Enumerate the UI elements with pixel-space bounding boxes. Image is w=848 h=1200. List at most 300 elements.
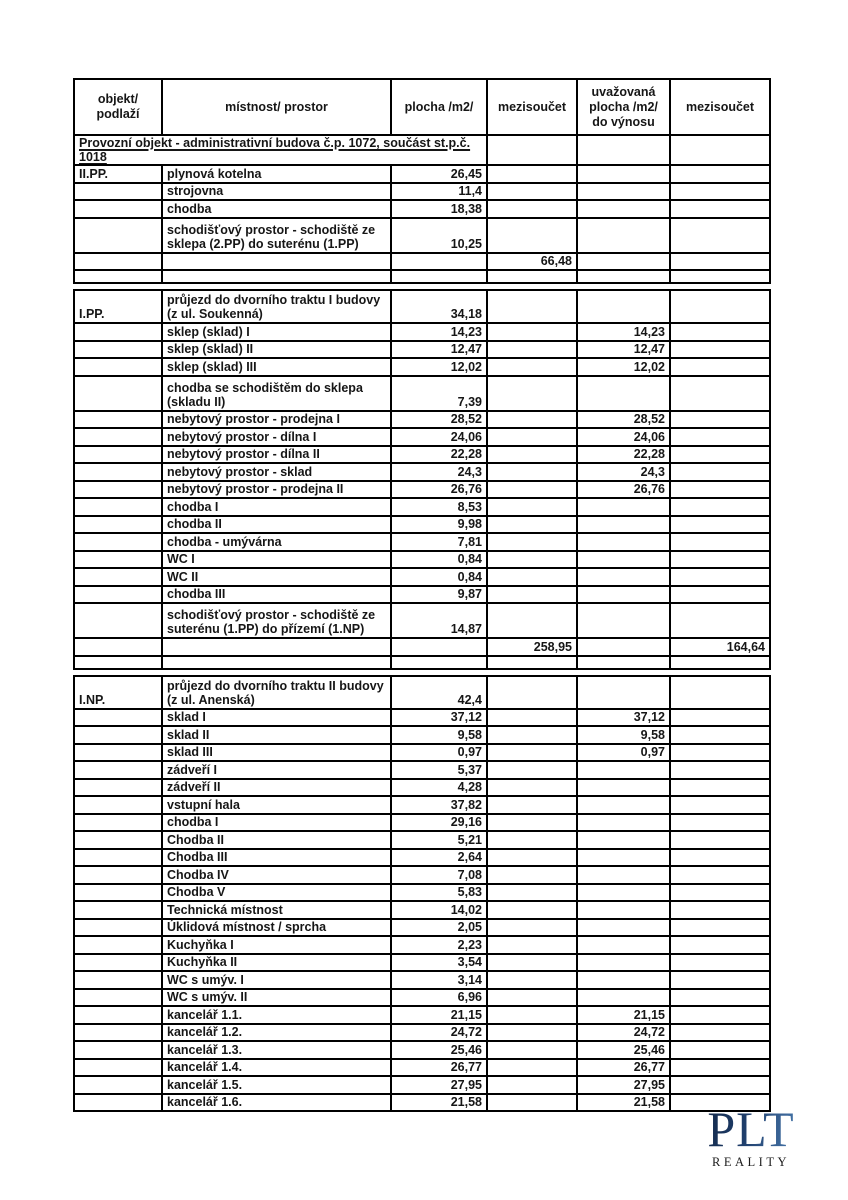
subtotal2-cell <box>671 447 771 465</box>
floor-cell <box>73 184 163 202</box>
floor-cell <box>73 745 163 763</box>
floor-cell <box>73 850 163 868</box>
floor-cell <box>73 587 163 605</box>
floor-cell <box>73 271 163 284</box>
table-row <box>73 657 771 670</box>
room-cell: kancelář 1.1. <box>163 1007 392 1025</box>
floor-cell: I.NP. <box>73 675 163 710</box>
subtotal2-cell <box>671 254 771 272</box>
considered-area-cell: 22,28 <box>578 447 671 465</box>
considered-area-cell <box>578 552 671 570</box>
plt-logo <box>698 1101 804 1170</box>
subtotal-cell <box>488 552 578 570</box>
room-cell: průjezd do dvorního traktu I budovy (z ul. Soukenná) <box>163 289 392 324</box>
area-cell <box>392 271 488 284</box>
considered-area-cell <box>578 219 671 254</box>
considered-area-cell <box>578 990 671 1008</box>
area-cell: 0,84 <box>392 569 488 587</box>
considered-area-cell <box>578 832 671 850</box>
room-cell: kancelář 1.4. <box>163 1060 392 1078</box>
subtotal-cell <box>488 201 578 219</box>
area-cell: 24,72 <box>392 1025 488 1043</box>
floor-cell <box>73 604 163 639</box>
considered-area-cell: 25,46 <box>578 1042 671 1060</box>
area-cell: 7,81 <box>392 534 488 552</box>
floor-cell <box>73 1077 163 1095</box>
area-table <box>73 78 771 1112</box>
area-cell: 29,16 <box>392 815 488 833</box>
area-cell: 25,46 <box>392 1042 488 1060</box>
area-cell: 26,45 <box>392 166 488 184</box>
room-cell: kancelář 1.5. <box>163 1077 392 1095</box>
table-row <box>73 552 771 570</box>
subtotal-cell <box>488 587 578 605</box>
considered-area-cell <box>578 850 671 868</box>
room-cell: sklep (sklad) I <box>163 324 392 342</box>
subtotal2-cell <box>671 166 771 184</box>
room-cell: WC I <box>163 552 392 570</box>
subtotal-cell <box>488 1095 578 1113</box>
room-cell: chodba <box>163 201 392 219</box>
floor-cell <box>73 534 163 552</box>
area-cell: 28,52 <box>392 412 488 430</box>
subtotal-cell <box>488 1077 578 1095</box>
room-cell <box>163 271 392 284</box>
floor-cell <box>73 447 163 465</box>
room-cell: zádveří I <box>163 762 392 780</box>
subtotal-cell <box>488 920 578 938</box>
floor-cell <box>73 342 163 360</box>
table-row <box>73 429 771 447</box>
considered-area-cell: 12,02 <box>578 359 671 377</box>
area-cell <box>392 254 488 272</box>
subtotal2-cell <box>671 727 771 745</box>
area-cell: 14,23 <box>392 324 488 342</box>
considered-area-cell <box>578 254 671 272</box>
room-cell: nebytový prostor - dílna II <box>163 447 392 465</box>
area-cell: 21,58 <box>392 1095 488 1113</box>
table-row <box>73 920 771 938</box>
table-row <box>73 377 771 412</box>
subtotal-cell <box>488 745 578 763</box>
floor-cell <box>73 867 163 885</box>
table-row <box>73 1060 771 1078</box>
subtotal-cell <box>488 359 578 377</box>
subtotal-cell <box>488 727 578 745</box>
considered-area-cell <box>578 657 671 670</box>
room-cell <box>163 639 392 657</box>
area-cell <box>392 657 488 670</box>
room-cell: nebytový prostor - prodejna II <box>163 482 392 500</box>
subtotal-cell <box>488 710 578 728</box>
subtotal2-cell <box>671 271 771 284</box>
floor-cell <box>73 639 163 657</box>
plt-logo-subtext: REALITY <box>712 1155 790 1169</box>
area-cell: 2,23 <box>392 937 488 955</box>
room-cell: WC s umýv. I <box>163 972 392 990</box>
room-cell: Kuchyňka I <box>163 937 392 955</box>
subtotal2-cell <box>671 920 771 938</box>
room-cell: WC II <box>163 569 392 587</box>
area-cell: 22,28 <box>392 447 488 465</box>
floor-cell <box>73 1060 163 1078</box>
table-row <box>73 289 771 324</box>
room-cell: WC s umýv. II <box>163 990 392 1008</box>
header-row <box>73 78 771 136</box>
subtotal2-cell <box>671 955 771 973</box>
table-row <box>73 447 771 465</box>
subtotal-cell <box>488 955 578 973</box>
considered-area-cell: 24,06 <box>578 429 671 447</box>
subtotal2-cell <box>671 1007 771 1025</box>
subtotal-cell <box>488 762 578 780</box>
room-cell: Kuchyňka II <box>163 955 392 973</box>
subtotal-cell <box>488 534 578 552</box>
subtotal2-cell <box>671 902 771 920</box>
table-row <box>73 359 771 377</box>
floor-cell: I.PP. <box>73 289 163 324</box>
subtotal2-cell <box>671 937 771 955</box>
subtotal-cell <box>488 990 578 1008</box>
subtotal-cell <box>488 1060 578 1078</box>
room-cell <box>163 254 392 272</box>
table-row <box>73 1077 771 1095</box>
room-cell: schodišťový prostor - schodiště ze sklepa (2.PP) do suterénu (1.PP) <box>163 219 392 254</box>
floor-cell <box>73 359 163 377</box>
subtotal2-cell <box>671 377 771 412</box>
subtotal2-cell <box>671 972 771 990</box>
subtotal-cell <box>488 342 578 360</box>
area-cell: 9,58 <box>392 727 488 745</box>
subtotal-cell <box>488 569 578 587</box>
area-cell: 12,02 <box>392 359 488 377</box>
table-row <box>73 324 771 342</box>
area-cell: 5,21 <box>392 832 488 850</box>
subtotal-cell <box>488 271 578 284</box>
room-cell: chodba I <box>163 499 392 517</box>
floor-cell <box>73 517 163 535</box>
subtotal-cell: 258,95 <box>488 639 578 657</box>
subtotal2-cell <box>671 569 771 587</box>
area-cell: 26,76 <box>392 482 488 500</box>
room-cell: Technická místnost <box>163 902 392 920</box>
table-row <box>73 604 771 639</box>
room-cell: chodba III <box>163 587 392 605</box>
subtotal-cell <box>488 517 578 535</box>
considered-area-cell <box>578 972 671 990</box>
floor-cell <box>73 254 163 272</box>
room-cell: sklep (sklad) II <box>163 342 392 360</box>
considered-area-cell: 37,12 <box>578 710 671 728</box>
area-cell: 9,87 <box>392 587 488 605</box>
room-cell: Chodba V <box>163 885 392 903</box>
empty-cell <box>671 136 771 166</box>
area-cell: 21,15 <box>392 1007 488 1025</box>
area-cell: 3,54 <box>392 955 488 973</box>
considered-area-cell <box>578 955 671 973</box>
floor-cell <box>73 219 163 254</box>
area-cell: 34,18 <box>392 289 488 324</box>
subtotal2-cell <box>671 552 771 570</box>
considered-area-cell <box>578 604 671 639</box>
table-row <box>73 639 771 657</box>
subtotal-cell <box>488 289 578 324</box>
subtotal-cell <box>488 657 578 670</box>
considered-area-cell <box>578 499 671 517</box>
subtotal2-cell <box>671 780 771 798</box>
floor-cell <box>73 429 163 447</box>
subtotal-cell <box>488 482 578 500</box>
room-cell: sklad I <box>163 710 392 728</box>
table-row <box>73 201 771 219</box>
floor-cell <box>73 552 163 570</box>
considered-area-cell: 12,47 <box>578 342 671 360</box>
column-header-mezisoucet-1: mezisoučet <box>488 78 578 136</box>
table-row <box>73 1095 771 1113</box>
room-cell: zádveří II <box>163 780 392 798</box>
subtotal2-cell <box>671 1060 771 1078</box>
table-row <box>73 464 771 482</box>
area-cell: 42,4 <box>392 675 488 710</box>
table-row <box>73 762 771 780</box>
considered-area-cell <box>578 675 671 710</box>
subtotal-cell <box>488 377 578 412</box>
room-cell: chodba se schodištěm do sklepa (skladu II) <box>163 377 392 412</box>
area-cell: 0,84 <box>392 552 488 570</box>
table-row <box>73 955 771 973</box>
considered-area-cell <box>578 534 671 552</box>
considered-area-cell <box>578 639 671 657</box>
considered-area-cell <box>578 780 671 798</box>
area-cell: 12,47 <box>392 342 488 360</box>
subtotal2-cell <box>671 1042 771 1060</box>
subtotal-cell <box>488 447 578 465</box>
area-cell: 24,3 <box>392 464 488 482</box>
subtotal2-cell <box>671 710 771 728</box>
room-cell: schodišťový prostor - schodiště ze suterénu (1.PP) do přízemí (1.NP) <box>163 604 392 639</box>
subtotal-cell <box>488 885 578 903</box>
considered-area-cell <box>578 815 671 833</box>
considered-area-cell <box>578 377 671 412</box>
considered-area-cell <box>578 885 671 903</box>
floor-cell <box>73 464 163 482</box>
subtotal2-cell <box>671 657 771 670</box>
area-cell: 3,14 <box>392 972 488 990</box>
considered-area-cell: 28,52 <box>578 412 671 430</box>
table-row <box>73 1025 771 1043</box>
considered-area-cell: 27,95 <box>578 1077 671 1095</box>
subtotal-cell: 66,48 <box>488 254 578 272</box>
subtotal2-cell <box>671 832 771 850</box>
floor-cell <box>73 780 163 798</box>
subtotal-cell <box>488 937 578 955</box>
floor-cell <box>73 797 163 815</box>
room-cell: sklad III <box>163 745 392 763</box>
subtotal2-cell <box>671 429 771 447</box>
table-row <box>73 745 771 763</box>
room-cell: kancelář 1.2. <box>163 1025 392 1043</box>
room-cell: nebytový prostor - sklad <box>163 464 392 482</box>
table-row <box>73 1007 771 1025</box>
subtotal2-cell <box>671 990 771 1008</box>
room-cell: chodba I <box>163 815 392 833</box>
area-cell: 14,87 <box>392 604 488 639</box>
considered-area-cell: 26,77 <box>578 1060 671 1078</box>
subtotal-cell <box>488 675 578 710</box>
table-row <box>73 832 771 850</box>
subtotal2-cell <box>671 201 771 219</box>
floor-cell <box>73 324 163 342</box>
table-row <box>73 412 771 430</box>
empty-cell <box>578 136 671 166</box>
subtotal-cell <box>488 867 578 885</box>
table-row <box>73 972 771 990</box>
subtotal2-cell <box>671 412 771 430</box>
column-header-uvazovana-plocha: uvažovaná plocha /m2/ do výnosu <box>578 78 671 136</box>
considered-area-cell <box>578 867 671 885</box>
considered-area-cell: 21,15 <box>578 1007 671 1025</box>
subtotal2-cell <box>671 1077 771 1095</box>
considered-area-cell <box>578 902 671 920</box>
area-cell: 18,38 <box>392 201 488 219</box>
room-cell: vstupní hala <box>163 797 392 815</box>
considered-area-cell: 9,58 <box>578 727 671 745</box>
room-cell: nebytový prostor - prodejna I <box>163 412 392 430</box>
table-row <box>73 499 771 517</box>
room-cell: sklep (sklad) III <box>163 359 392 377</box>
floor-cell <box>73 1007 163 1025</box>
subtotal-cell <box>488 797 578 815</box>
considered-area-cell: 24,3 <box>578 464 671 482</box>
room-cell: chodba - umývárna <box>163 534 392 552</box>
room-cell: kancelář 1.3. <box>163 1042 392 1060</box>
considered-area-cell <box>578 289 671 324</box>
room-cell: plynová kotelna <box>163 166 392 184</box>
considered-area-cell: 24,72 <box>578 1025 671 1043</box>
floor-cell <box>73 955 163 973</box>
subtotal2-cell <box>671 342 771 360</box>
subtotal-cell <box>488 815 578 833</box>
table-row <box>73 517 771 535</box>
column-header-plocha: plocha /m2/ <box>392 78 488 136</box>
floor-cell <box>73 902 163 920</box>
column-header-objekt-podlazi: objekt/ podlaží <box>73 78 163 136</box>
area-cell: 24,06 <box>392 429 488 447</box>
considered-area-cell <box>578 920 671 938</box>
subtotal-cell <box>488 324 578 342</box>
room-cell: sklad II <box>163 727 392 745</box>
subtotal2-cell <box>671 867 771 885</box>
considered-area-cell <box>578 166 671 184</box>
subtotal2-cell <box>671 850 771 868</box>
table-row <box>73 1042 771 1060</box>
subtotal-cell <box>488 1025 578 1043</box>
subtotal2-cell <box>671 675 771 710</box>
floor-cell <box>73 482 163 500</box>
floor-cell <box>73 727 163 745</box>
subtotal-cell <box>488 1042 578 1060</box>
area-cell: 11,4 <box>392 184 488 202</box>
area-cell: 37,12 <box>392 710 488 728</box>
considered-area-cell <box>578 201 671 219</box>
floor-cell <box>73 815 163 833</box>
subtotal2-cell <box>671 815 771 833</box>
floor-cell <box>73 920 163 938</box>
subtotal-cell <box>488 166 578 184</box>
floor-cell <box>73 201 163 219</box>
considered-area-cell: 14,23 <box>578 324 671 342</box>
considered-area-cell: 0,97 <box>578 745 671 763</box>
table-row <box>73 569 771 587</box>
table-row <box>73 885 771 903</box>
area-cell: 7,08 <box>392 867 488 885</box>
column-header-mistnost-prostor: místnost/ prostor <box>163 78 392 136</box>
subtotal-cell <box>488 412 578 430</box>
floor-cell <box>73 1095 163 1113</box>
table-row <box>73 254 771 272</box>
floor-cell <box>73 1025 163 1043</box>
table-row <box>73 797 771 815</box>
plt-logo-text: PLT <box>698 1106 804 1152</box>
room-cell: nebytový prostor - dílna I <box>163 429 392 447</box>
floor-cell <box>73 885 163 903</box>
floor-cell <box>73 972 163 990</box>
subtotal-cell <box>488 464 578 482</box>
subtotal2-cell <box>671 534 771 552</box>
area-cell: 2,64 <box>392 850 488 868</box>
subtotal2-cell <box>671 464 771 482</box>
floor-cell <box>73 832 163 850</box>
floor-cell <box>73 762 163 780</box>
subtotal2-cell <box>671 885 771 903</box>
empty-cell <box>488 136 578 166</box>
subtotal2-cell <box>671 482 771 500</box>
area-cell: 9,98 <box>392 517 488 535</box>
area-cell: 5,83 <box>392 885 488 903</box>
area-cell <box>392 639 488 657</box>
table-row <box>73 780 771 798</box>
subtotal2-cell <box>671 499 771 517</box>
considered-area-cell <box>578 184 671 202</box>
considered-area-cell: 21,58 <box>578 1095 671 1113</box>
table-row <box>73 937 771 955</box>
subtotal-cell <box>488 604 578 639</box>
floor-cell <box>73 1042 163 1060</box>
table-row <box>73 850 771 868</box>
area-cell: 10,25 <box>392 219 488 254</box>
subtotal2-cell: 164,64 <box>671 639 771 657</box>
subtotal2-cell <box>671 797 771 815</box>
subtotal2-cell <box>671 289 771 324</box>
room-cell: Chodba IV <box>163 867 392 885</box>
table-row <box>73 136 771 166</box>
area-cell: 14,02 <box>392 902 488 920</box>
subtotal-cell <box>488 850 578 868</box>
subtotal-cell <box>488 1007 578 1025</box>
table-row <box>73 727 771 745</box>
considered-area-cell <box>578 587 671 605</box>
subtotal2-cell <box>671 359 771 377</box>
table-row <box>73 342 771 360</box>
subtotal2-cell <box>671 184 771 202</box>
area-cell: 2,05 <box>392 920 488 938</box>
area-cell: 4,28 <box>392 780 488 798</box>
table-row <box>73 867 771 885</box>
considered-area-cell <box>578 937 671 955</box>
area-cell: 8,53 <box>392 499 488 517</box>
area-cell: 26,77 <box>392 1060 488 1078</box>
section-title: Provozní objekt - administrativní budova č.p. 1072, součást st.p.č. 1018 <box>79 136 471 164</box>
